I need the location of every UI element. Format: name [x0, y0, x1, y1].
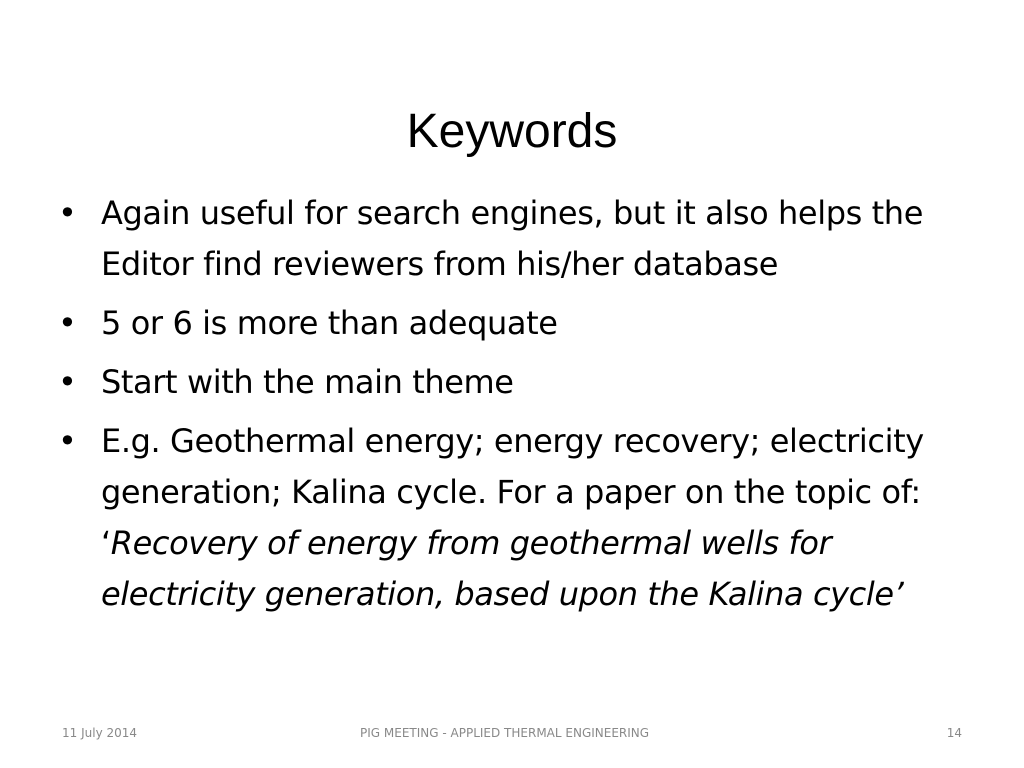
- bullet-text: Start with the main theme: [101, 363, 514, 401]
- bullet-item: [58, 416, 970, 620]
- bullet-list: [58, 188, 970, 628]
- bullet-item: [58, 357, 970, 408]
- bullet-dot: •: [58, 422, 77, 460]
- bullet-item: [58, 188, 970, 290]
- bullet-dot: •: [58, 194, 77, 232]
- bullet-text: Again useful for search engines, but it also helps the Editor find reviewers from his/her database: [101, 194, 923, 283]
- footer-title: PIG MEETING - APPLIED THERMAL ENGINEERING: [360, 726, 650, 740]
- bullet-dot: •: [58, 304, 77, 342]
- bullet-text: 5 or 6 is more than adequate: [101, 304, 558, 342]
- footer-date: 11 July 2014: [62, 726, 138, 740]
- bullet-dot: •: [58, 363, 77, 401]
- page-number: 14: [946, 726, 962, 740]
- bullet-text: E.g. Geothermal energy; energy recovery; electricity generation; Kalina cycle. For a paper on the topic of: ‘: [101, 422, 924, 562]
- bullet-text-italic: Recovery of energy from geothermal wells for electricity generation, based upon the Kalina cycle’: [101, 524, 904, 613]
- bullet-item: [58, 298, 970, 349]
- slide-title: Keywords: [406, 105, 618, 159]
